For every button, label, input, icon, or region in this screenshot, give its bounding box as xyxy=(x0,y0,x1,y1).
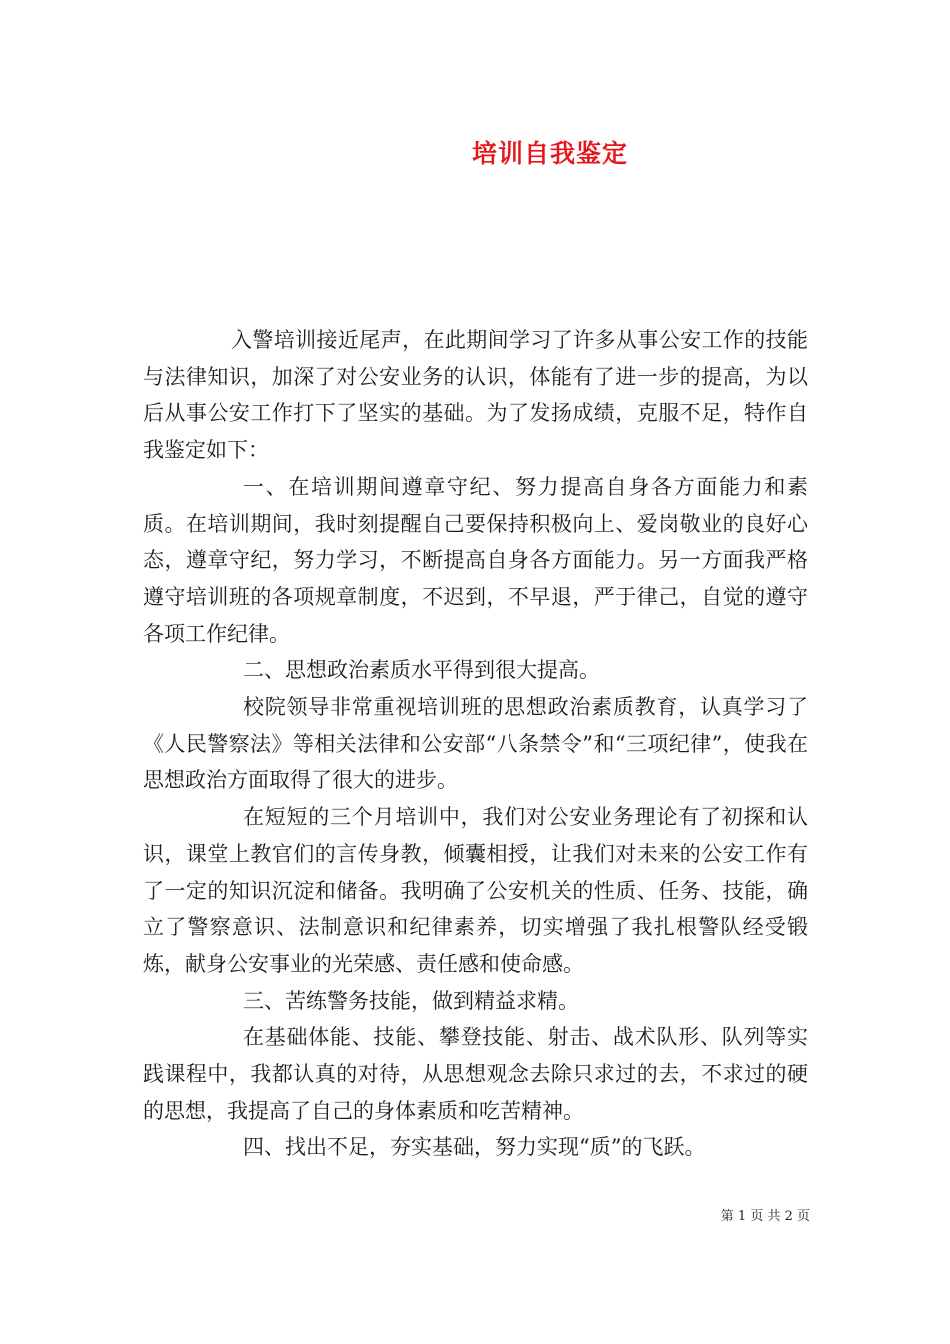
page-title: 培训自我鉴定 xyxy=(471,139,628,168)
page-number-footer: 第 1 页 共 2 页 xyxy=(720,1209,810,1224)
paragraph-section-1: 一、在培训期间遵章守纪、努力提高自身各方面能力和素质。在培训期间，我时刻提醒自己要保持积极向上、爱岗敬业的良好心态，遵章守纪，努力学习，不断提高自身各方面能力。另一方面我严格遵守培训班的各项规章制度，不迟到，不早退，严于律己，自觉的遵守各项工作纪律。 xyxy=(143,474,808,646)
document-body xyxy=(143,322,808,1166)
paragraph-section-2-heading: 二、思想政治素质水平得到很大提高。 xyxy=(243,658,600,683)
paragraph-section-3-heading: 三、苦练警务技能，做到精益求精。 xyxy=(243,988,579,1013)
paragraph-section-4-heading: 四、找出不足，夯实基础，努力实现“质”的飞跃。 xyxy=(243,1135,706,1160)
paragraph-intro: 入警培训接近尾声，在此期间学习了许多从事公安工作的技能与法律知识，加深了对公安业务的认识，体能有了进一步的提高，为以后从事公安工作打下了坚实的基础。为了发扬成绩，克服不足，特作自我鉴定如下： xyxy=(143,328,808,463)
paragraph-section-3-body: 在基础体能、技能、攀登技能、射击、战术队形、队列等实践课程中，我都认真的对待，从思想观念去除只求过的去，不求过的硬的思想，我提高了自己的身体素质和吃苦精神。 xyxy=(143,1025,808,1123)
paragraph-section-2-body-2: 在短短的三个月培训中，我们对公安业务理论有了初探和认识，课堂上教官们的言传身教，倾囊相授，让我们对未来的公安工作有了一定的知识沉淀和储备。我明确了公安机关的性质、任务、技能，确立了警察意识、法制意识和纪律素养，切实增强了我扎根警队经受锻炼，献身公安事业的光荣感、责任感和使命感。 xyxy=(143,805,808,976)
paragraph-section-2-body-1: 校院领导非常重视培训班的思想政治素质教育，认真学习了《人民警察法》等相关法律和公安部“八条禁令”和“三项纪律”，使我在思想政治方面取得了很大的进步。 xyxy=(143,695,808,793)
